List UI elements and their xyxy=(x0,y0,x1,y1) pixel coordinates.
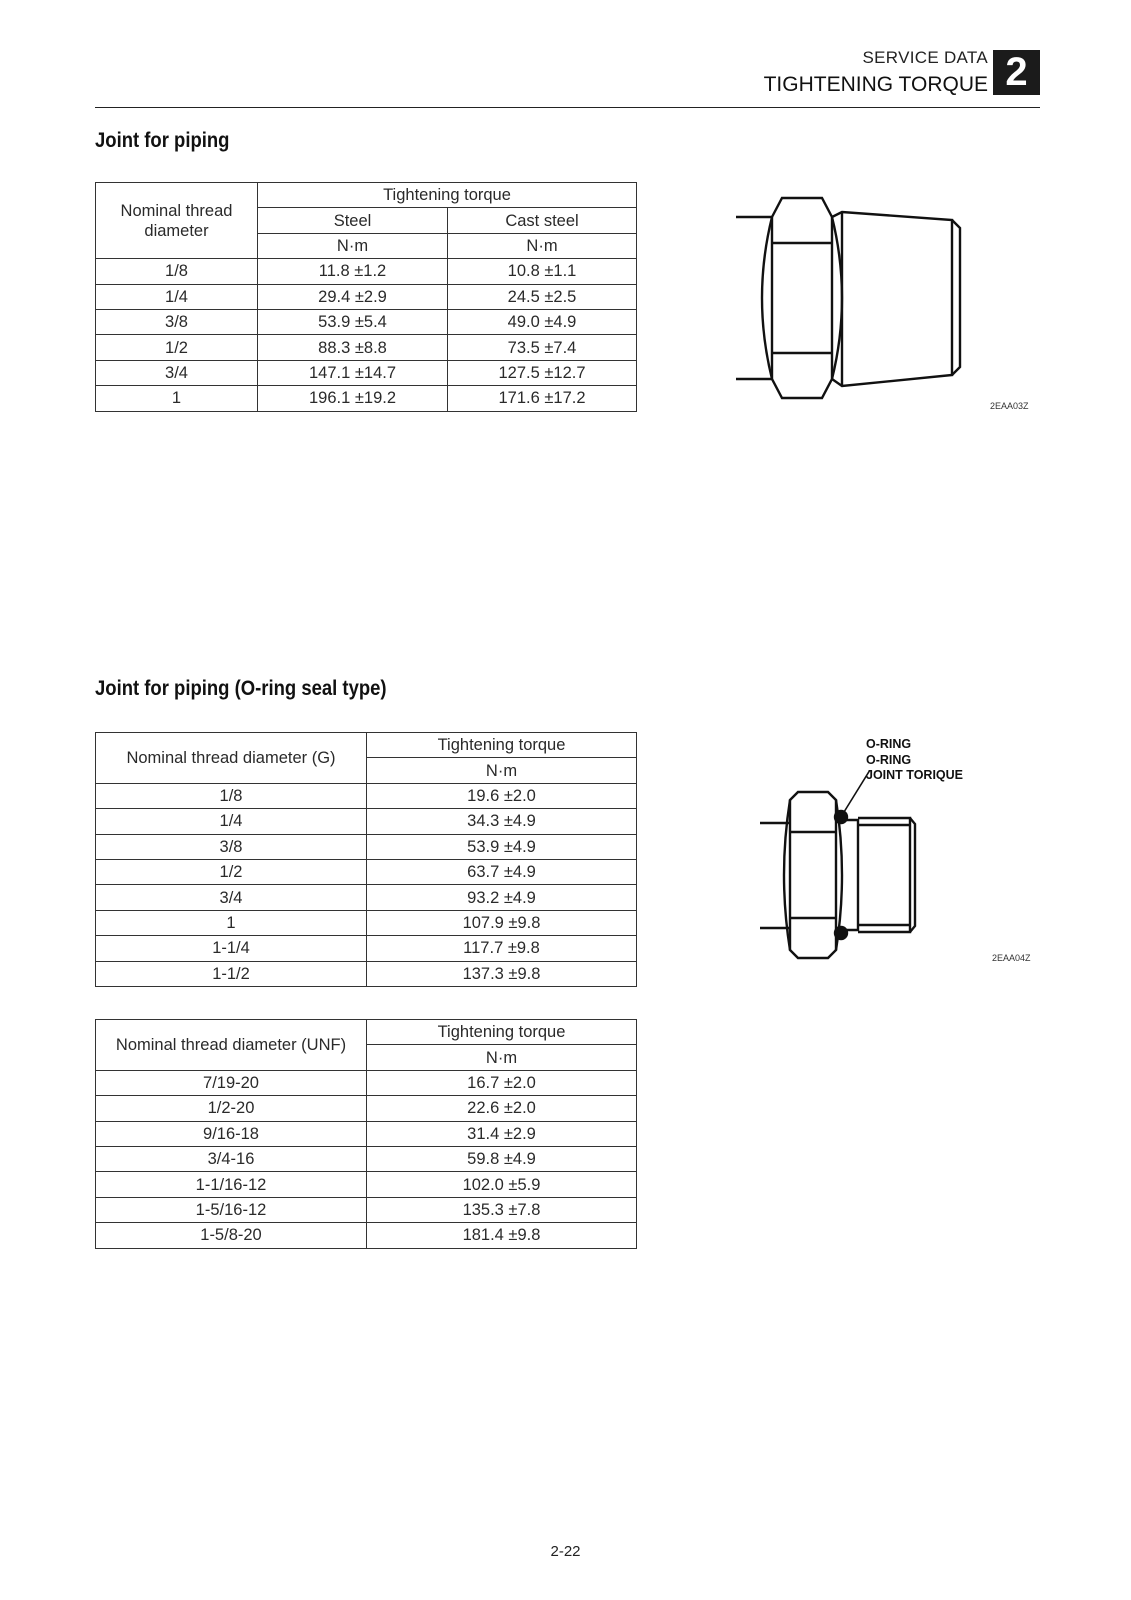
table-cell: 59.8 ±4.9 xyxy=(367,1146,637,1171)
table-cell: 1-1/4 xyxy=(96,936,367,961)
table-cell: 1-1/2 xyxy=(96,961,367,986)
table-cell: 107.9 ±9.8 xyxy=(367,910,637,935)
table-cell: 24.5 ±2.5 xyxy=(448,284,637,309)
torque-table-g-thread xyxy=(95,732,637,987)
table-cell: 93.2 ±4.9 xyxy=(367,885,637,910)
table-cell: 117.7 ±9.8 xyxy=(367,936,637,961)
table-row xyxy=(96,910,637,935)
table-cell: 135.3 ±7.8 xyxy=(367,1197,637,1222)
figure-code-2eaa04z: 2EAA04Z xyxy=(992,953,1031,963)
table-cell: 31.4 ±2.9 xyxy=(367,1121,637,1146)
table-cell: 34.3 ±4.9 xyxy=(367,809,637,834)
table-cell: 1/2 xyxy=(96,859,367,884)
table-row xyxy=(96,1223,637,1248)
table-row xyxy=(96,259,637,284)
table-cell: 16.7 ±2.0 xyxy=(367,1070,637,1095)
table-row xyxy=(96,284,637,309)
table-cell: 11.8 ±1.2 xyxy=(258,259,448,284)
table-cell: 1/4 xyxy=(96,809,367,834)
table-cell: 171.6 ±17.2 xyxy=(448,386,637,411)
table-cell: 1-5/16-12 xyxy=(96,1197,367,1222)
table-row xyxy=(96,1172,637,1197)
table-row xyxy=(96,1197,637,1222)
table-cell: 196.1 ±19.2 xyxy=(258,386,448,411)
table-cell: 49.0 ±4.9 xyxy=(448,309,637,334)
oring-label-1: O-RING xyxy=(866,737,912,751)
table-cell: 181.4 ±9.8 xyxy=(367,1223,637,1248)
table-cell: 102.0 ±5.9 xyxy=(367,1172,637,1197)
table-header-nominal-thread-unf: Nominal thread diameter (UNF) xyxy=(96,1020,367,1071)
section-heading-joint-for-piping: Joint for piping xyxy=(95,129,230,152)
table-unit-steel: N·m xyxy=(258,233,448,258)
figure-code-2eaa03z: 2EAA03Z xyxy=(990,401,1029,411)
table-cell: 63.7 ±4.9 xyxy=(367,859,637,884)
table-cell: 19.6 ±2.0 xyxy=(367,783,637,808)
table-row xyxy=(96,309,637,334)
table-row xyxy=(96,859,637,884)
table-row xyxy=(96,783,637,808)
table-cell: 3/8 xyxy=(96,834,367,859)
table-cell: 147.1 ±14.7 xyxy=(258,360,448,385)
table-row xyxy=(96,809,637,834)
section-heading-oring-seal: Joint for piping (O-ring seal type) xyxy=(95,677,387,700)
table-row xyxy=(96,1096,637,1121)
table-row xyxy=(96,360,637,385)
table-cell: 53.9 ±4.9 xyxy=(367,834,637,859)
table-cell: 1-1/16-12 xyxy=(96,1172,367,1197)
torque-table-piping xyxy=(95,182,637,412)
table-row xyxy=(96,961,637,986)
table-cell: 1 xyxy=(96,910,367,935)
joint-torque-label: JOINT TORIQUE xyxy=(866,768,964,782)
table-row xyxy=(96,1146,637,1171)
header-divider xyxy=(95,107,1040,108)
oring-label-2: O-RING xyxy=(866,752,912,767)
table-row xyxy=(96,1070,637,1095)
table-header-nominal-thread: Nominal thread diameter xyxy=(96,183,258,259)
table-cell: 127.5 ±12.7 xyxy=(448,360,637,385)
table-unit: N·m xyxy=(367,758,637,783)
table-header-nominal-thread-g: Nominal thread diameter (G) xyxy=(96,733,367,784)
torque-table-unf-thread xyxy=(95,1019,637,1249)
table-cell: 88.3 ±8.8 xyxy=(258,335,448,360)
table-cell: 137.3 ±9.8 xyxy=(367,961,637,986)
table-row xyxy=(96,936,637,961)
header-page-title: TIGHTENING TORQUE xyxy=(763,73,988,96)
table-cell: 1-5/8-20 xyxy=(96,1223,367,1248)
table-cell: 1/2 xyxy=(96,335,258,360)
table-header-steel: Steel xyxy=(258,208,448,233)
table-cell: 3/8 xyxy=(96,309,258,334)
table-cell: 9/16-18 xyxy=(96,1121,367,1146)
table-cell: 3/4-16 xyxy=(96,1146,367,1171)
table-cell: 1 xyxy=(96,386,258,411)
table-header-tightening-torque: Tightening torque xyxy=(258,183,637,208)
table-cell: 1/8 xyxy=(96,783,367,808)
table-header-cast-steel: Cast steel xyxy=(448,208,637,233)
table-cell: 22.6 ±2.0 xyxy=(367,1096,637,1121)
table-cell: 1/2-20 xyxy=(96,1096,367,1121)
chapter-number-badge: 2 xyxy=(993,50,1040,95)
page-number: 2-22 xyxy=(550,1543,581,1560)
table-cell: 73.5 ±7.4 xyxy=(448,335,637,360)
table-cell: 7/19-20 xyxy=(96,1070,367,1095)
table-cell: 1/4 xyxy=(96,284,258,309)
table-header-tightening-torque: Tightening torque xyxy=(367,1020,637,1045)
table-row xyxy=(96,1121,637,1146)
table-cell: 1/8 xyxy=(96,259,258,284)
table-row xyxy=(96,885,637,910)
table-row xyxy=(96,335,637,360)
table-row xyxy=(96,834,637,859)
table-cell: 53.9 ±5.4 xyxy=(258,309,448,334)
table-cell: 10.8 ±1.1 xyxy=(448,259,637,284)
table-cell: 3/4 xyxy=(96,885,367,910)
table-cell: 29.4 ±2.9 xyxy=(258,284,448,309)
table-cell: 3/4 xyxy=(96,360,258,385)
table-row xyxy=(96,386,637,411)
pipe-joint-diagram xyxy=(730,190,980,410)
table-unit-cast: N·m xyxy=(448,233,637,258)
table-unit: N·m xyxy=(367,1045,637,1070)
oring-joint-diagram xyxy=(760,770,1020,960)
header-section-label: SERVICE DATA xyxy=(862,48,988,67)
table-header-tightening-torque: Tightening torque xyxy=(367,733,637,758)
